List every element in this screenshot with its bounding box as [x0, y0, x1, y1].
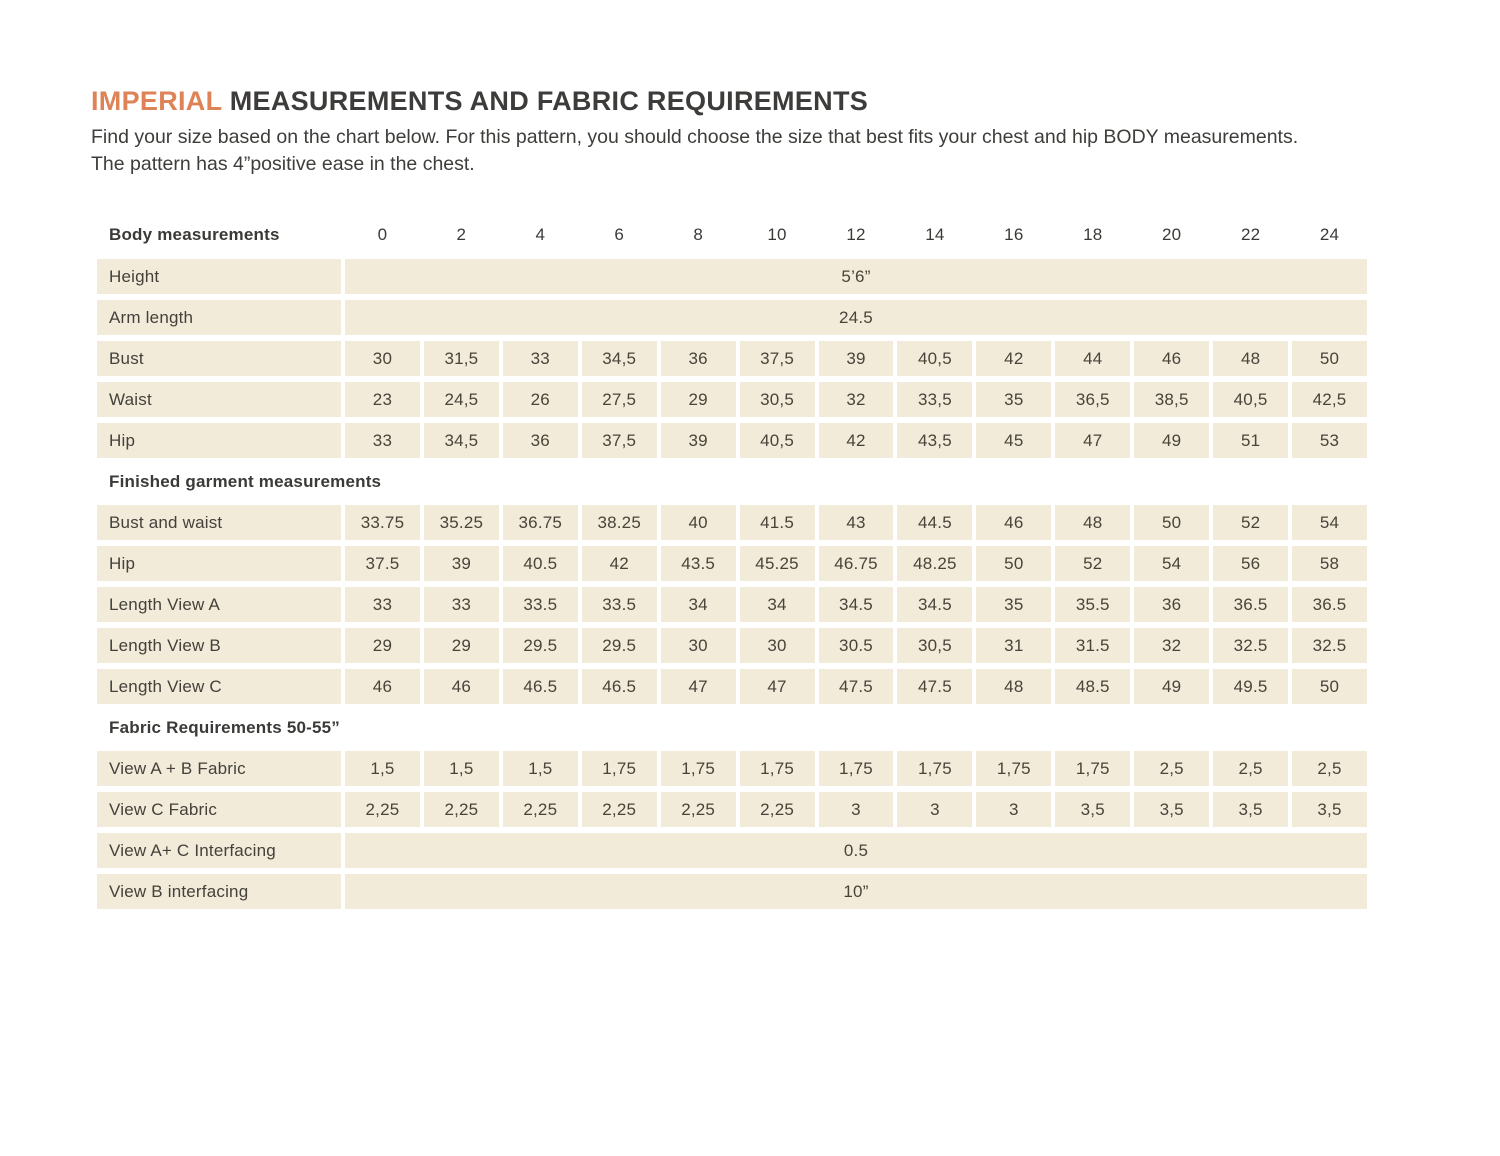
- table-row: [97, 669, 1367, 704]
- value-cell: 27,5: [582, 382, 657, 417]
- value-cell: 36,5: [1055, 382, 1130, 417]
- merged-value-cell: 0.5: [345, 833, 1367, 868]
- value-cell: 50: [976, 546, 1051, 581]
- value-cell: 48.5: [1055, 669, 1130, 704]
- value-cell: 41.5: [740, 505, 815, 540]
- value-cell: 52: [1213, 505, 1288, 540]
- size-header-cell: 18: [1083, 225, 1103, 244]
- row-label-cell: Hip: [97, 546, 341, 581]
- value-cell: 50: [1292, 669, 1367, 704]
- value-cell: 44: [1055, 341, 1130, 376]
- table-row: [97, 751, 1367, 786]
- value-cell: 40: [661, 505, 736, 540]
- value-cell: 3,5: [1055, 792, 1130, 827]
- section-header-label: Fabric Requirements 50-55”: [109, 717, 341, 737]
- table-row: [97, 259, 1367, 294]
- table-row: [97, 382, 1367, 417]
- value-cell: 1,75: [582, 751, 657, 786]
- table-row: [97, 341, 1367, 376]
- size-header-cell: 8: [693, 225, 703, 244]
- value-cell: 2,25: [424, 792, 499, 827]
- section-header-row: [97, 710, 1367, 745]
- value-cell: 46.75: [819, 546, 894, 581]
- value-cell: 1,75: [661, 751, 736, 786]
- merged-value-cell: 5’6”: [345, 259, 1367, 294]
- value-cell: 30,5: [740, 382, 815, 417]
- value-cell: 36.5: [1292, 587, 1367, 622]
- section-header-row: [97, 464, 1367, 499]
- value-cell: 31: [976, 628, 1051, 663]
- value-cell: 45.25: [740, 546, 815, 581]
- table-row: [97, 423, 1367, 458]
- value-cell: 29: [345, 628, 420, 663]
- title-rest: MEASUREMENTS AND FABRIC REQUIREMENTS: [221, 86, 869, 116]
- row-label-cell: Waist: [97, 382, 341, 417]
- value-cell: 49.5: [1213, 669, 1288, 704]
- value-cell: 26: [503, 382, 578, 417]
- value-cell: 33: [345, 423, 420, 458]
- value-cell: 43: [819, 505, 894, 540]
- row-label-cell: Bust and waist: [97, 505, 341, 540]
- value-cell: 36.5: [1213, 587, 1288, 622]
- value-cell: 48: [1055, 505, 1130, 540]
- value-cell: 35: [976, 382, 1051, 417]
- value-cell: 30.5: [819, 628, 894, 663]
- value-cell: 1,75: [819, 751, 894, 786]
- table-row: [97, 587, 1367, 622]
- row-label-cell: View C Fabric: [97, 792, 341, 827]
- value-cell: 30: [345, 341, 420, 376]
- row-label-cell: Arm length: [97, 300, 341, 335]
- value-cell: 43,5: [897, 423, 972, 458]
- row-label-cell: Hip: [97, 423, 341, 458]
- value-cell: 35.5: [1055, 587, 1130, 622]
- value-cell: 45: [976, 423, 1051, 458]
- value-cell: 47.5: [897, 669, 972, 704]
- value-cell: 42: [976, 341, 1051, 376]
- value-cell: 3,5: [1134, 792, 1209, 827]
- value-cell: 38.25: [582, 505, 657, 540]
- value-cell: 52: [1055, 546, 1130, 581]
- value-cell: 31.5: [1055, 628, 1130, 663]
- value-cell: 33.5: [582, 587, 657, 622]
- value-cell: 54: [1292, 505, 1367, 540]
- size-header-cell: 22: [1240, 225, 1261, 244]
- value-cell: 47: [740, 669, 815, 704]
- value-cell: 33: [345, 587, 420, 622]
- value-cell: 3: [976, 792, 1051, 827]
- table-row: [97, 874, 1367, 909]
- size-header-cell: 14: [925, 225, 945, 244]
- size-header-cell: 6: [614, 225, 625, 244]
- value-cell: 29: [424, 628, 499, 663]
- value-cell: 42,5: [1292, 382, 1367, 417]
- row-label-cell: Length View A: [97, 587, 341, 622]
- intro-text: Find your size based on the chart below. For this pattern, you should choose the size that best fits your chest and hip BODY measurements. The pattern has 4”positive ease in the chest.: [91, 126, 1299, 175]
- size-header-cell: 12: [846, 225, 866, 244]
- value-cell: 30,5: [897, 628, 972, 663]
- value-cell: 1,5: [345, 751, 420, 786]
- row-label-cell: Height: [97, 259, 341, 294]
- value-cell: 49: [1134, 669, 1209, 704]
- value-cell: 48: [1213, 341, 1288, 376]
- value-cell: 1,75: [1055, 751, 1130, 786]
- value-cell: 40,5: [1213, 382, 1288, 417]
- value-cell: 29: [661, 382, 736, 417]
- measurements-table: [97, 222, 1367, 909]
- size-header-cell: 10: [767, 225, 787, 244]
- value-cell: 2,25: [740, 792, 815, 827]
- table-row: [97, 546, 1367, 581]
- row-label-cell: View B interfacing: [97, 874, 341, 909]
- value-cell: 46.5: [582, 669, 657, 704]
- value-cell: 2,25: [582, 792, 657, 827]
- value-cell: 30: [740, 628, 815, 663]
- table-header-row: [97, 222, 1367, 248]
- value-cell: 24,5: [424, 382, 499, 417]
- value-cell: 42: [819, 423, 894, 458]
- value-cell: 54: [1134, 546, 1209, 581]
- value-cell: 32.5: [1292, 628, 1367, 663]
- row-label-cell: Length View C: [97, 669, 341, 704]
- value-cell: 3,5: [1213, 792, 1288, 827]
- value-cell: 35: [976, 587, 1051, 622]
- value-cell: 40.5: [503, 546, 578, 581]
- value-cell: 32: [1134, 628, 1209, 663]
- value-cell: 53: [1292, 423, 1367, 458]
- value-cell: 39: [424, 546, 499, 581]
- value-cell: 30: [661, 628, 736, 663]
- value-cell: 32: [819, 382, 894, 417]
- size-header-cell: 2: [456, 225, 467, 244]
- value-cell: 2,25: [345, 792, 420, 827]
- value-cell: 3: [819, 792, 894, 827]
- value-cell: 42: [582, 546, 657, 581]
- row-label-cell: Bust: [97, 341, 341, 376]
- section-header-label: Finished garment measurements: [109, 471, 382, 491]
- value-cell: 35.25: [424, 505, 499, 540]
- size-header-cell: 0: [377, 225, 388, 244]
- row-label-cell: Length View B: [97, 628, 341, 663]
- value-cell: 58: [1292, 546, 1367, 581]
- value-cell: 36: [1134, 587, 1209, 622]
- size-header-cell: 20: [1162, 225, 1182, 244]
- value-cell: 1,5: [424, 751, 499, 786]
- merged-value-cell: 24.5: [345, 300, 1367, 335]
- value-cell: 36.75: [503, 505, 578, 540]
- header-label-cell: Body measurements: [109, 225, 280, 244]
- value-cell: 46: [345, 669, 420, 704]
- value-cell: 33.5: [503, 587, 578, 622]
- value-cell: 34,5: [582, 341, 657, 376]
- value-cell: 47.5: [819, 669, 894, 704]
- value-cell: 50: [1134, 505, 1209, 540]
- value-cell: 46: [1134, 341, 1209, 376]
- value-cell: 43.5: [661, 546, 736, 581]
- row-label-cell: View A + B Fabric: [97, 751, 341, 786]
- value-cell: 38,5: [1134, 382, 1209, 417]
- value-cell: 46: [976, 505, 1051, 540]
- value-cell: 44.5: [897, 505, 972, 540]
- value-cell: 47: [661, 669, 736, 704]
- value-cell: 34.5: [819, 587, 894, 622]
- value-cell: 48: [976, 669, 1051, 704]
- value-cell: 3: [897, 792, 972, 827]
- value-cell: 49: [1134, 423, 1209, 458]
- value-cell: 1,75: [897, 751, 972, 786]
- value-cell: 46: [424, 669, 499, 704]
- value-cell: 29.5: [582, 628, 657, 663]
- value-cell: 33: [424, 587, 499, 622]
- value-cell: 36: [503, 423, 578, 458]
- value-cell: 34,5: [424, 423, 499, 458]
- value-cell: 32.5: [1213, 628, 1288, 663]
- value-cell: 56: [1213, 546, 1288, 581]
- table-row: [97, 300, 1367, 335]
- value-cell: 2,5: [1213, 751, 1288, 786]
- size-header-cell: 4: [535, 225, 546, 244]
- value-cell: 1,75: [976, 751, 1051, 786]
- value-cell: 34: [661, 587, 736, 622]
- value-cell: 47: [1055, 423, 1130, 458]
- table-row: [97, 792, 1367, 827]
- value-cell: 34.5: [897, 587, 972, 622]
- value-cell: 2,5: [1292, 751, 1367, 786]
- title-accent: IMPERIAL: [91, 86, 222, 116]
- size-header-cell: 16: [1004, 225, 1024, 244]
- value-cell: 2,25: [661, 792, 736, 827]
- value-cell: 51: [1213, 423, 1288, 458]
- row-label-cell: View A+ C Interfacing: [97, 833, 341, 868]
- merged-value-cell: 10”: [345, 874, 1367, 909]
- value-cell: 48.25: [897, 546, 972, 581]
- value-cell: 34: [740, 587, 815, 622]
- value-cell: 37.5: [345, 546, 420, 581]
- value-cell: 29.5: [503, 628, 578, 663]
- value-cell: 46.5: [503, 669, 578, 704]
- value-cell: 3,5: [1292, 792, 1367, 827]
- size-header-cell: 24: [1319, 225, 1340, 244]
- value-cell: 33,5: [897, 382, 972, 417]
- value-cell: 37,5: [582, 423, 657, 458]
- value-cell: 23: [345, 382, 420, 417]
- table-row: [97, 505, 1367, 540]
- value-cell: 31,5: [424, 341, 499, 376]
- value-cell: 39: [819, 341, 894, 376]
- page-title: [91, 86, 1500, 117]
- value-cell: 39: [661, 423, 736, 458]
- value-cell: 50: [1292, 341, 1367, 376]
- value-cell: 2,5: [1134, 751, 1209, 786]
- value-cell: 36: [661, 341, 736, 376]
- table-row: [97, 628, 1367, 663]
- value-cell: 40,5: [897, 341, 972, 376]
- page: [0, 86, 1500, 909]
- value-cell: 33: [503, 341, 578, 376]
- value-cell: 1,75: [740, 751, 815, 786]
- table-row: [97, 833, 1367, 868]
- value-cell: 40,5: [740, 423, 815, 458]
- value-cell: 37,5: [740, 341, 815, 376]
- value-cell: 2,25: [503, 792, 578, 827]
- value-cell: 33.75: [345, 505, 420, 540]
- value-cell: 1,5: [503, 751, 578, 786]
